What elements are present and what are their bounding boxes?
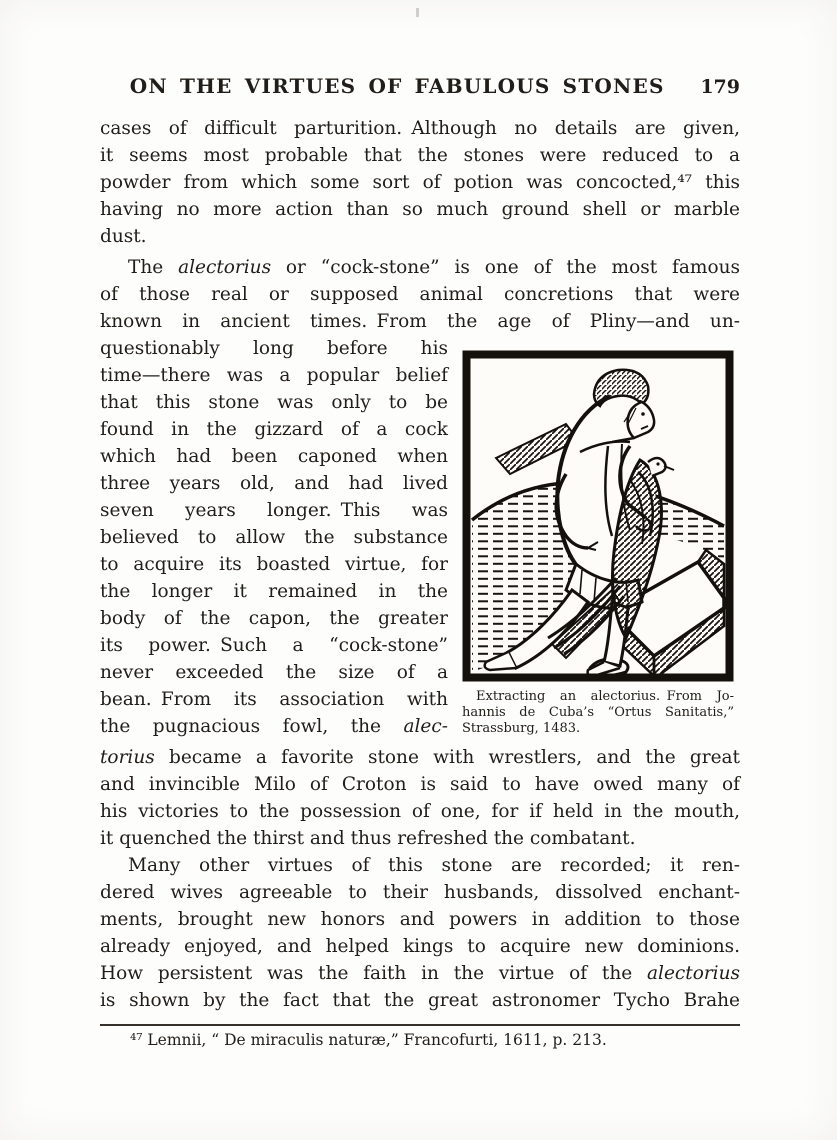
text-line: believed to allow the substance [100, 527, 448, 548]
text-line: of those real or supposed animal concretions that were [100, 284, 740, 305]
text-line: The alectorius or “cock-stone” is one of the most famous [128, 257, 740, 278]
text-line: Strassburg, 1483. [462, 721, 581, 736]
text-line: cases of difficult parturition. Although no details are given, [100, 118, 740, 139]
text-line: the longer it remained in the [100, 581, 448, 602]
text-line: which had been caponed when [100, 446, 448, 467]
text-line: is shown by the fact that the great astronomer Tycho Brahe [100, 990, 740, 1011]
text-line: it seems most probable that the stones were reduced to a [100, 145, 740, 166]
text-line: the pugnacious fowl, the alec- [100, 716, 448, 737]
text-line: Extracting an alectorius. From Jo- [476, 689, 734, 704]
text-line: ⁴⁷ Lemnii, “ De miraculis naturæ,” Francofurti, 1611, p. 213. [130, 1031, 607, 1049]
footnote-rule [100, 1024, 740, 1026]
text-line: that this stone was only to be [100, 392, 448, 413]
text-line: his victories to the possession of one, for if held in the mouth, [100, 801, 740, 822]
footnote [100, 1031, 740, 1050]
text-line: bean. From its association with [100, 689, 448, 710]
text-line: never exceeded the size of a [100, 662, 448, 683]
paragraph-alectorius-intro [100, 254, 740, 335]
figure-block [462, 350, 734, 737]
text-line: ments, brought new honors and powers in addition to those [100, 909, 740, 930]
paragraph-other-virtues [100, 852, 740, 1014]
running-header [100, 74, 740, 102]
text-line: powder from which some sort of potion was concocted,⁴⁷ this [100, 172, 740, 193]
text-line: torius became a favorite stone with wrestlers, and the great [100, 747, 740, 768]
text-line: known in ancient times. From the age of Pliny—and un- [100, 311, 740, 332]
text-line: having no more action than so much ground shell or marble [100, 199, 740, 220]
text-line: dered wives agreeable to their husbands, dissolved enchant- [100, 882, 740, 903]
text-line: three years old, and had lived [100, 473, 448, 494]
scan-speck [416, 8, 419, 17]
page-number: 179 [700, 76, 740, 98]
text-line: its power. Such a “cock-stone” [100, 635, 448, 656]
paragraph-wrapped-column [100, 335, 448, 740]
text-line: hannis de Cuba’s “Ortus Sanitatis,” [462, 705, 734, 720]
text-line: How persistent was the faith in the virtue of the alectorius [100, 963, 740, 984]
text-line: to acquire its boasted virtue, for [100, 554, 448, 575]
paragraph-continuation [100, 115, 740, 250]
text-line: seven years longer. This was [100, 500, 448, 521]
text-line: it quenched the thirst and thus refreshed the combatant. [100, 828, 636, 849]
text-line: found in the gizzard of a cock [100, 419, 448, 440]
text-line: already enjoyed, and helped kings to acquire new dominions. [100, 936, 740, 957]
text-line: body of the capon, the greater [100, 608, 448, 629]
text-line: and invincible Milo of Croton is said to have owed many of [100, 774, 740, 795]
page-title: ON THE VIRTUES OF FABULOUS STONES [129, 74, 665, 98]
figure-caption [462, 689, 734, 737]
text-line: questionably long before his [100, 338, 448, 359]
text-line: dust. [100, 226, 147, 247]
paragraph-alectorius-continued [100, 744, 740, 852]
text-line: Many other virtues of this stone are recorded; it ren- [128, 855, 740, 876]
woodcut-illustration [462, 350, 734, 682]
text-line: time—there was a popular belief [100, 365, 448, 386]
